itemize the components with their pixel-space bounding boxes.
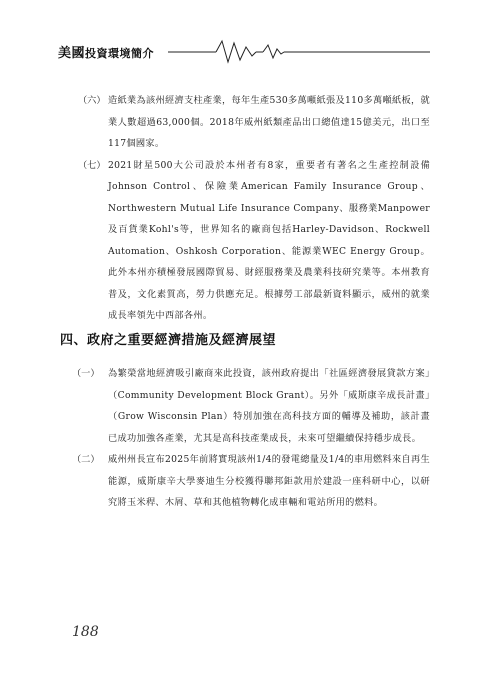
running-header [58, 36, 430, 64]
list-item-text: 2021財星500大公司設於本州者有8家，重要者有著名之生產控制設備Johnson Control、保險業American Family Insurance Group、Northwestern Mutual Life Insurance Company、服務業Manpower及百貨業Kohl's等，世界知名的廠商包括Harley-Davidson、Rockwell Automation、Oshkosh Corporation、能源業WEC Energy Group。此外本州亦積極發展國際貿易、財經服務業及農業科技研究業等。本州教育普及，文化素質高，勞力供應充足。根據勞工部最新資料顯示，威州的就業成長率領先中西部各州。 [108, 159, 430, 321]
header-title-rest: 投資環境簡介 [85, 47, 155, 60]
list-item-1 [72, 363, 430, 449]
list-marker: （一） [72, 368, 100, 379]
header-title-prefix: 美國 [58, 46, 86, 61]
list-marker: （二） [72, 454, 100, 465]
paragraphs-top [78, 90, 430, 327]
section-heading: 四、政府之重要經濟措施及經濟展望 [60, 333, 277, 348]
list-marker: （七） [78, 159, 106, 171]
list-item-text: 造紙業為該州經濟支柱產業，每年生產530多萬噸紙張及110多萬噸紙板，就業人數超過63,000個。2018年威州紙類產品出口總值達15億美元，出口至117個國家。 [108, 95, 430, 149]
list-item-text: 威州州長宣布2025年前將實現該州1/4的發電總量及1/4的車用燃料來自再生能源，威斯康辛大學麥迪生分校獲得聯邦鉅款用於建設一座科研中心，以研究將玉米稈、木屑、草和其他植物轉化成車輛和電站所用的燃料。 [108, 454, 430, 508]
list-item-6 [78, 90, 430, 155]
page-number: 188 [72, 624, 99, 640]
list-item-2 [72, 449, 430, 514]
list-item-7 [78, 155, 430, 327]
list-item-text: 為繁榮當地經濟吸引廠商來此投資，該州政府提出「社區經濟發展貸款方案」（Community Development Block Grant）。另外「威斯康辛成長計畫」（Grow Wisconsin Plan）特別加強在高科技方面的輔導及補助，該計畫已成功加強各產業，尤其是高科技產業成長，未來可望繼續保持穩步成長。 [108, 368, 430, 444]
header-title [58, 42, 154, 61]
list-marker: （六） [78, 95, 106, 106]
paragraphs-bottom [72, 363, 430, 514]
